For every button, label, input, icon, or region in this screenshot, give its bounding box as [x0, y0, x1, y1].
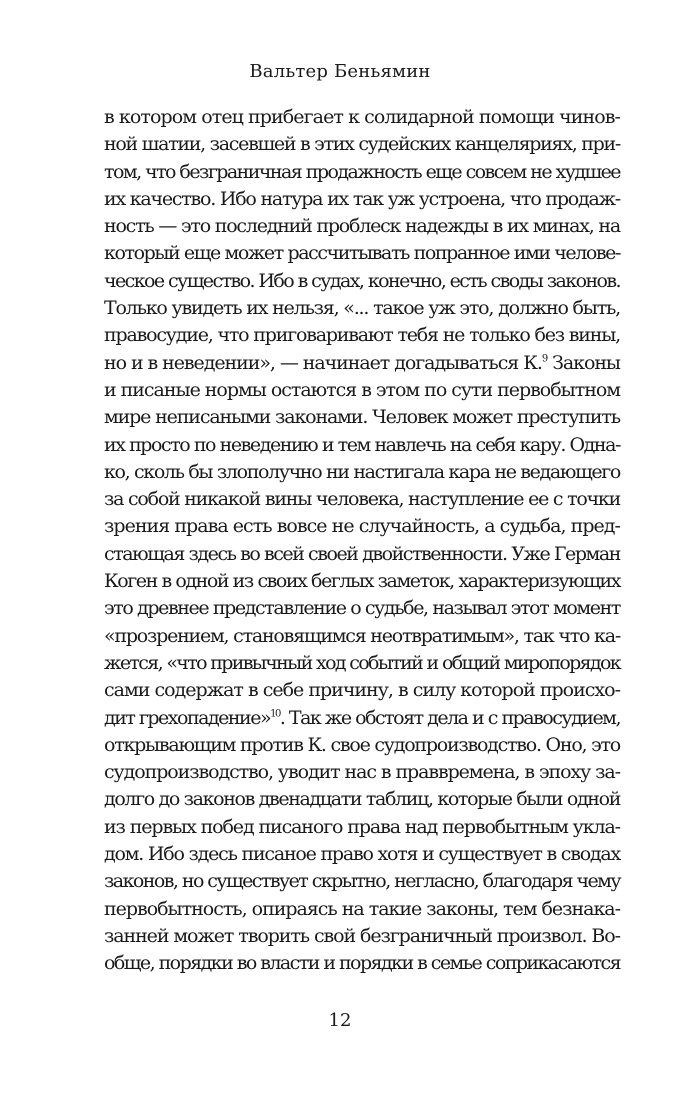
text-line-with-footnote-9 — [104, 350, 620, 377]
footnote-ref-9[interactable]: 9 — [541, 353, 548, 365]
text-line: и писаные нормы остаются в этом по сути первобытном — [104, 378, 620, 401]
text-line: правосудие, что приговаривают тебя не только без вины, — [104, 324, 620, 347]
text-line: занней может творить свой безграничный произвол. Во- — [104, 924, 620, 947]
text-segment: Законы — [547, 351, 620, 374]
text-line: который еще может рассчитывать попранное ими челове- — [104, 242, 620, 265]
text-line: в котором отец прибегает к солидарной помощи чинов- — [104, 106, 621, 128]
text-line: Только увидеть их нельзя, «... такое уж это, должно быть, — [104, 297, 621, 320]
text-line: обще, порядки во власти и порядки в семье соприкасаются — [104, 952, 621, 975]
text-line: первобытность, опираясь на такие законы, тем безнака- — [104, 897, 621, 920]
text-line: том, что безграничная продажность еще совсем не худшее — [104, 160, 620, 183]
text-line: ной шатии, засевшей в этих судейских канцеляриях, при- — [104, 133, 620, 156]
text-line: «прозрением, становящимся неотвратимым», так что ка- — [104, 624, 621, 647]
text-line: долго до законов двенадцати таблиц, которые были одной — [104, 788, 621, 811]
text-line: зрения права есть вовсе не случайность, а судьба, пред- — [104, 515, 620, 538]
footnote-ref-10[interactable]: 10 — [270, 708, 280, 720]
text-line: Коген в одной из своих беглых заметок, характеризующих — [104, 570, 620, 593]
body-text — [104, 104, 620, 978]
text-line: их просто по неведению и тем навлечь на себя кару. Одна- — [104, 433, 620, 456]
text-line: стающая здесь во всей своей двойственности. Уже Герман — [104, 542, 620, 565]
text-line: их качество. Ибо натура их так уж устроена, что продаж- — [104, 187, 620, 210]
text-line: открывающим против К. свое судопроизводство. Оно, это — [104, 733, 620, 756]
text-line: сами содержат в себе причину, в силу которой происхо- — [104, 679, 620, 702]
text-line: судопроизводство, уводит нас в праввремена, в эпоху за- — [104, 761, 620, 784]
text-line: жется, «что привычный ход событий и общий миропорядок — [104, 651, 620, 674]
text-line-with-footnote-10 — [104, 705, 620, 732]
text-line: ческое существо. Ибо в судах, конечно, есть своды законов. — [104, 269, 620, 292]
text-line: из первых побед писаного права над первобытным укла- — [104, 815, 620, 838]
text-segment: . Так же обстоят дела и с правосудием, — [279, 706, 621, 729]
text-segment: дит грехопадение» — [104, 706, 271, 729]
text-line: это древнее представление о судьбе, называл этот момент — [104, 597, 620, 620]
text-line: мире неписаными законами. Человек может преступить — [104, 406, 620, 429]
text-line: законов, но существует скрытно, негласно, благодаря чему — [104, 870, 621, 893]
text-line: за собой никакой вины человека, наступление ее с точки — [104, 488, 620, 511]
text-line: ко, сколь бы злополучно ни настигала кара не ведающего — [104, 460, 620, 483]
page-number: 12 — [328, 1010, 352, 1031]
text-line: ность — это последний проблеск надежды в их минах, на — [104, 215, 620, 238]
text-segment: но и в неведении», — начинает догадываться К. — [104, 351, 542, 374]
text-line: дом. Ибо здесь писаное право хотя и существует в сводах — [104, 843, 620, 866]
running-title: Вальтер Беньямин — [249, 61, 431, 82]
